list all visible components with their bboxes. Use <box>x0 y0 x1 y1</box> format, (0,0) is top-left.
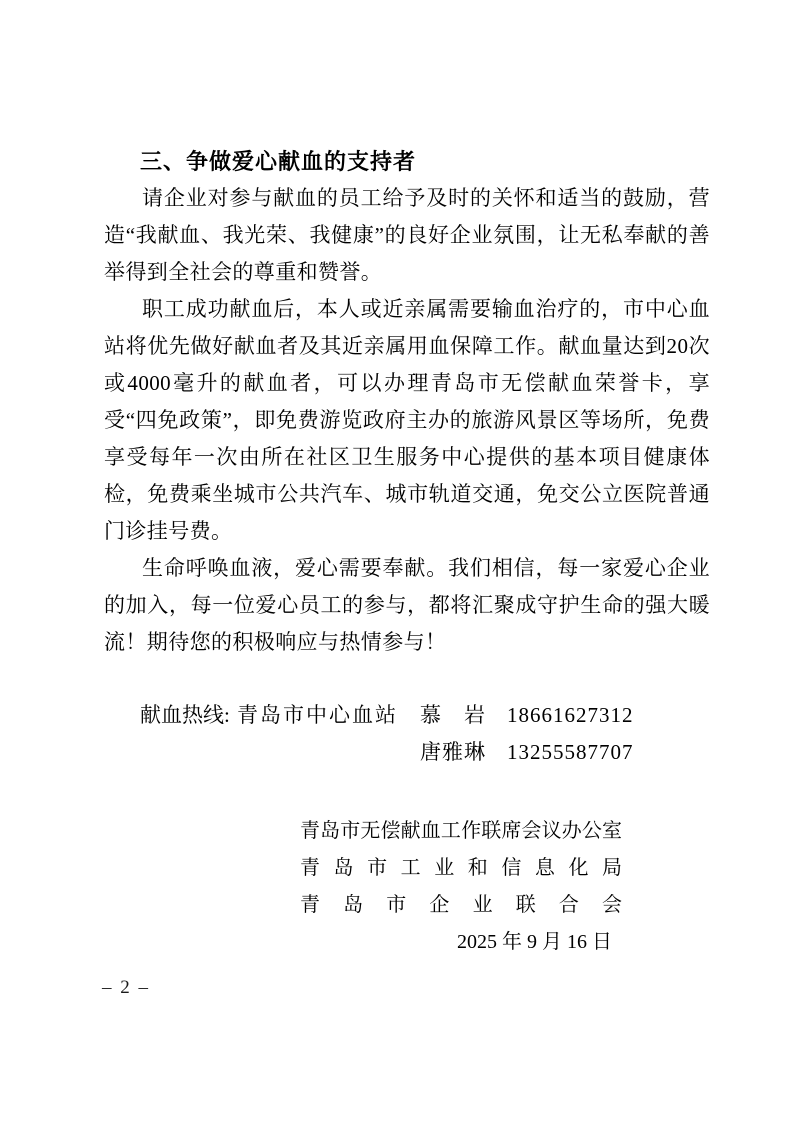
contact-name-1: 慕 岩 <box>420 703 486 727</box>
signature-block <box>300 813 622 961</box>
hotline-row-2 <box>104 734 710 771</box>
issuing-org-3: 青岛市企业联合会 <box>300 894 622 916</box>
contact-name-2: 唐雅琳 <box>420 740 486 764</box>
signature-date: 2025 年 9 月 16 日 <box>457 931 612 953</box>
section-heading: 三、争做爱心献血的支持者 <box>140 149 417 174</box>
paragraph-1: 请企业对参与献血的员工给予及时的关怀和适当的鼓励，营造“我献血、我光荣、我健康”的良好企业氛围，让无私奉献的善举得到全社会的尊重和赞誉。 <box>104 186 710 284</box>
hotline-label: 献血热线: <box>140 703 230 727</box>
contact-phone-2: 13255587707 <box>507 740 634 764</box>
document-body <box>104 143 710 961</box>
contact-phone-1: 18661627312 <box>507 703 634 727</box>
paragraph-3: 生命呼唤血液，爱心需要奉献。我们相信，每一家爱心企业的加入，每一位爱心员工的参与，都将汇聚成守护生命的强大暖流！期待您的积极响应与热情参与！ <box>104 556 710 654</box>
hotline-block <box>104 697 710 771</box>
hotline-row-1 <box>104 697 710 734</box>
issuing-org-1: 青岛市无偿献血工作联席会议办公室 <box>300 820 622 842</box>
paragraph-2: 职工成功献血后，本人或近亲属需要输血治疗的，市中心血站将优先做好献血者及其近亲属用血保障工作。献血量达到20次或4000毫升的献血者，可以办理青岛市无偿献血荣誉卡，享受“四免政策”，即免费游览政府主办的旅游风景区等场所，免费享受每年一次由所在社区卫生服务中心提供的基本项目健康体检，免费乘坐城市公共汽车、城市轨道交通，免交公立医院普通门诊挂号费。 <box>104 297 710 543</box>
issuing-org-2: 青岛市工业和信息化局 <box>300 857 622 879</box>
hotline-organization: 青岛市中心血站 <box>237 703 398 727</box>
page-number: – 2 – <box>102 977 150 998</box>
